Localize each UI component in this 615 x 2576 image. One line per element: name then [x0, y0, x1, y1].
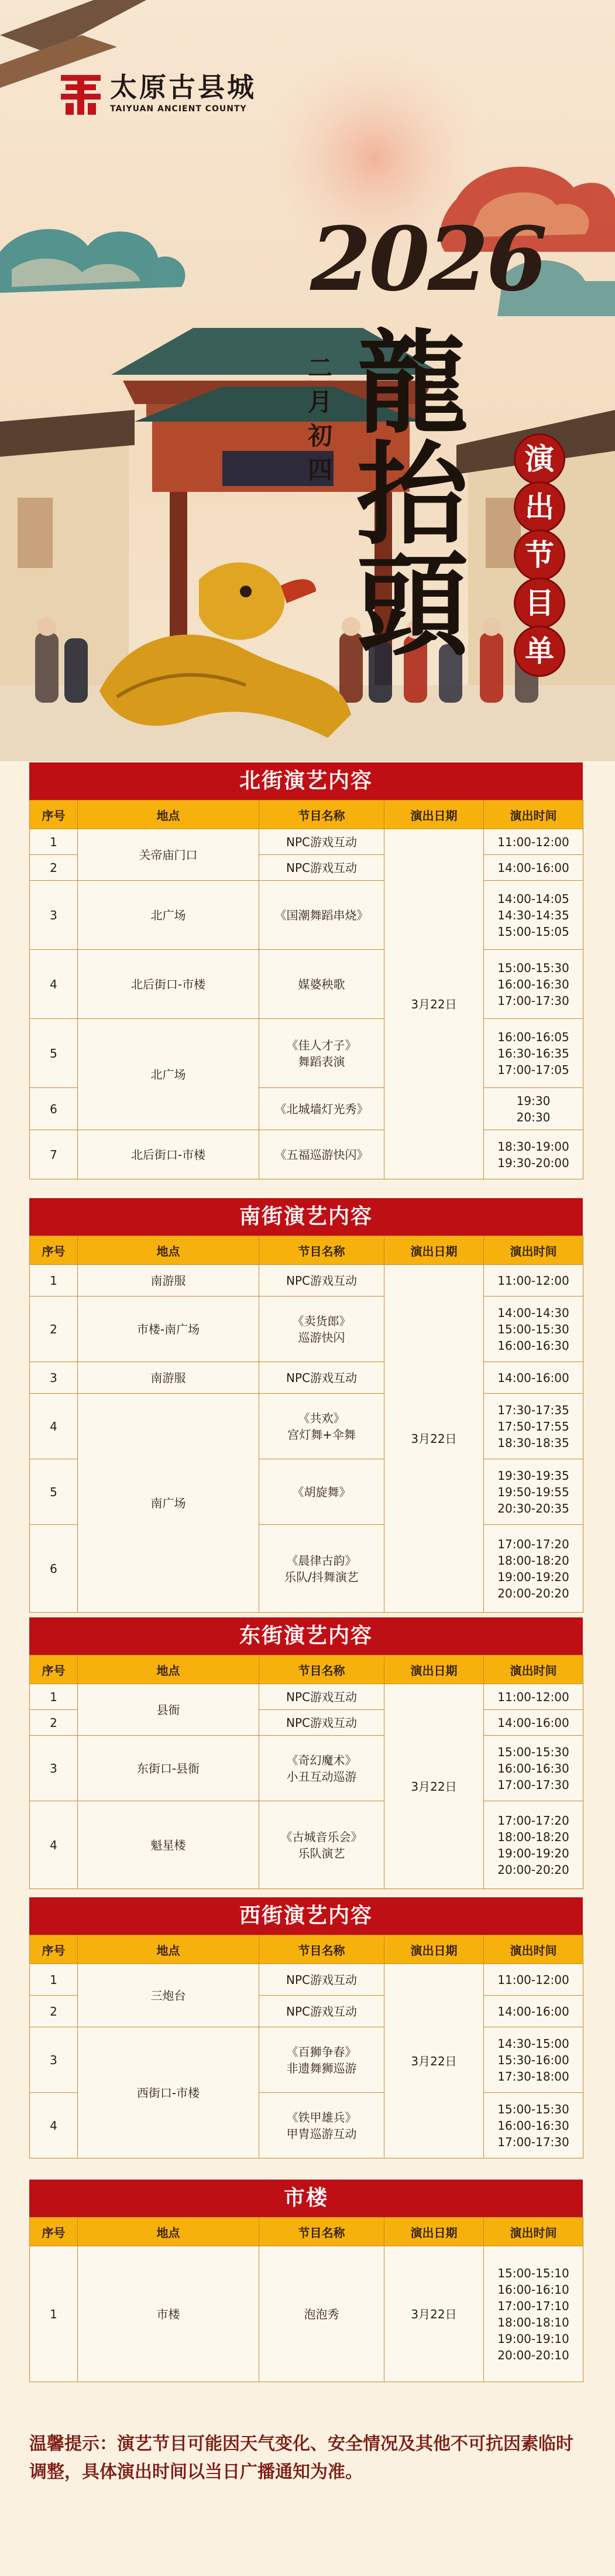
date-char: 二 [307, 354, 332, 382]
row-no: 5 [30, 1459, 78, 1525]
row-program: 《晨律古韵》 乐队/抖舞演艺 [259, 1525, 384, 1613]
row-program: 媒婆秧歌 [259, 950, 384, 1019]
section-title: 北街演艺内容 [29, 762, 583, 800]
title-char: 龍 [356, 318, 468, 449]
row-location: 北广场 [78, 1019, 259, 1130]
row-no: 4 [30, 1394, 78, 1459]
row-program: NPC游戏互动 [259, 1996, 384, 2027]
row-no: 1 [30, 2246, 78, 2382]
brand-name-en: TAIYUAN ANCIENT COUNTY [110, 104, 247, 114]
event-title-vertical [351, 318, 474, 671]
row-location: 南广场 [78, 1394, 259, 1613]
event-date-vertical [300, 351, 341, 487]
row-program: NPC游戏互动 [259, 1362, 384, 1394]
row-time: 19:30 20:30 [484, 1088, 583, 1130]
east-street-section [29, 1617, 583, 1889]
schedule-table [29, 1236, 583, 1613]
north-street-section [29, 762, 583, 1179]
table-row [30, 1296, 583, 1362]
section-title: 西街演艺内容 [29, 1897, 583, 1935]
row-location: 市楼-南广场 [78, 1296, 259, 1362]
schedule-table [29, 2217, 583, 2382]
row-program: 《胡旋舞》 [259, 1459, 384, 1525]
table-row [30, 1362, 583, 1394]
row-program: 《卖货郎》 巡游快闪 [259, 1296, 384, 1362]
row-time: 19:30-19:35 19:50-19:55 20:30-20:35 [484, 1459, 583, 1525]
badge-char: 单 [514, 625, 565, 677]
row-no: 2 [30, 1296, 78, 1362]
col-header-program: 节目名称 [259, 1655, 384, 1684]
col-header-location: 地点 [78, 1236, 259, 1265]
col-header-time: 演出时间 [484, 2218, 583, 2246]
row-location: 东街口-县衙 [78, 1736, 259, 1801]
col-header-no: 序号 [30, 1655, 78, 1684]
table-header-row [30, 1935, 583, 1964]
row-time: 14:00-16:00 [484, 1362, 583, 1394]
col-header-location: 地点 [78, 1935, 259, 1964]
row-program: NPC游戏互动 [259, 1265, 384, 1296]
col-header-time: 演出时间 [484, 1935, 583, 1964]
row-no: 3 [30, 1362, 78, 1394]
row-no: 3 [30, 2027, 78, 2093]
brand-logo [57, 70, 256, 117]
row-program: 《百狮争春》 非遗舞狮巡游 [259, 2027, 384, 2093]
date-char: 四 [307, 456, 332, 484]
badge-char: 演 [514, 433, 565, 485]
city-tower-section [29, 2180, 583, 2382]
table-row [30, 1394, 583, 1459]
row-program: 泡泡秀 [259, 2246, 384, 2382]
schedule-table [29, 1935, 583, 2158]
table-row [30, 1684, 583, 1710]
date-char: 初 [307, 422, 332, 450]
row-program: NPC游戏互动 [259, 855, 384, 881]
event-year: 2026 [310, 208, 545, 311]
row-program: 《铁甲雄兵》 甲胄巡游互动 [259, 2093, 384, 2158]
row-time: 17:30-17:35 17:50-17:55 18:30-18:35 [484, 1394, 583, 1459]
row-program: NPC游戏互动 [259, 1710, 384, 1736]
col-header-program: 节目名称 [259, 800, 384, 829]
row-no: 1 [30, 1964, 78, 1996]
row-program: 《奇幻魔术》 小丑互动巡游 [259, 1736, 384, 1801]
row-no: 2 [30, 855, 78, 881]
col-header-time: 演出时间 [484, 1236, 583, 1265]
row-location: 西街口-市楼 [78, 2027, 259, 2158]
row-location: 南游服 [78, 1362, 259, 1394]
row-time: 11:00-12:00 [484, 1964, 583, 1996]
row-time: 14:00-14:30 15:00-15:30 16:00-16:30 [484, 1296, 583, 1362]
section-title: 市楼 [29, 2180, 583, 2217]
badge-char: 出 [514, 481, 565, 533]
col-header-time: 演出时间 [484, 800, 583, 829]
col-header-no: 序号 [30, 1935, 78, 1964]
col-header-date: 演出日期 [384, 1935, 484, 1964]
col-header-location: 地点 [78, 800, 259, 829]
col-header-location: 地点 [78, 2218, 259, 2246]
row-time: 15:00-15:30 16:00-16:30 17:00-17:30 [484, 950, 583, 1019]
row-time: 17:00-17:20 18:00-18:20 19:00-19:20 20:00-20:20 [484, 1525, 583, 1613]
table-row [30, 2027, 583, 2093]
row-no: 3 [30, 881, 78, 950]
row-no: 2 [30, 1710, 78, 1736]
row-location: 魁星楼 [78, 1801, 259, 1889]
notice-text: 温馨提示：演艺节目可能因天气变化、安全情况及其他不可抗因素临时调整，具体演出时间以当日广播通知为准。 [29, 2434, 573, 2482]
row-location: 县衙 [78, 1684, 259, 1736]
table-header-row [30, 1655, 583, 1684]
badge-char: 目 [514, 577, 565, 629]
row-program: NPC游戏互动 [259, 1684, 384, 1710]
table-header-row [30, 800, 583, 829]
row-date: 3月22日 [384, 1265, 484, 1613]
col-header-location: 地点 [78, 1655, 259, 1684]
row-time: 14:00-14:05 14:30-14:35 15:00-15:05 [484, 881, 583, 950]
row-time: 14:00-16:00 [484, 855, 583, 881]
col-header-date: 演出日期 [384, 1655, 484, 1684]
table-row [30, 2246, 583, 2382]
table-row [30, 1265, 583, 1296]
col-header-no: 序号 [30, 800, 78, 829]
row-time: 11:00-12:00 [484, 829, 583, 855]
row-no: 5 [30, 1019, 78, 1088]
title-char: 頭 [356, 540, 468, 671]
row-location: 南游服 [78, 1265, 259, 1296]
brand-mark-icon [57, 70, 104, 117]
col-header-time: 演出时间 [484, 1655, 583, 1684]
row-location: 市楼 [78, 2246, 259, 2382]
table-row [30, 1964, 583, 1996]
west-street-section [29, 1897, 583, 2158]
row-date: 3月22日 [384, 1684, 484, 1889]
table-row [30, 1019, 583, 1088]
row-no: 1 [30, 1684, 78, 1710]
schedule-table [29, 800, 583, 1179]
row-program: 《国潮舞蹈串烧》 [259, 881, 384, 950]
row-time: 11:00-12:00 [484, 1265, 583, 1296]
table-header-row [30, 1236, 583, 1265]
title-char: 抬 [356, 429, 468, 560]
row-no: 6 [30, 1088, 78, 1130]
row-date: 3月22日 [384, 2246, 484, 2382]
row-no: 6 [30, 1525, 78, 1613]
col-header-date: 演出日期 [384, 800, 484, 829]
row-program: 《北城墙灯光秀》 [259, 1088, 384, 1130]
row-location: 北广场 [78, 881, 259, 950]
row-time: 11:00-12:00 [484, 1684, 583, 1710]
brand-name: 太原古县城 [110, 71, 256, 103]
row-no: 7 [30, 1130, 78, 1179]
row-location: 三炮台 [78, 1964, 259, 2027]
table-row [30, 1736, 583, 1801]
south-street-section [29, 1198, 583, 1613]
hero-banner [0, 0, 615, 761]
row-location: 关帝庙门口 [78, 829, 259, 881]
row-no: 4 [30, 950, 78, 1019]
col-header-program: 节目名称 [259, 2218, 384, 2246]
row-time: 15:00-15:30 16:00-16:30 17:00-17:30 [484, 2093, 583, 2158]
row-program: 《五福巡游快闪》 [259, 1130, 384, 1179]
row-time: 14:00-16:00 [484, 1996, 583, 2027]
row-no: 2 [30, 1996, 78, 2027]
table-row [30, 950, 583, 1019]
row-date: 3月22日 [384, 1964, 484, 2158]
section-title: 南街演艺内容 [29, 1198, 583, 1236]
table-row [30, 829, 583, 855]
row-date: 3月22日 [384, 829, 484, 1179]
section-title: 东街演艺内容 [29, 1617, 583, 1655]
row-time: 16:00-16:05 16:30-16:35 17:00-17:05 [484, 1019, 583, 1088]
row-no: 1 [30, 829, 78, 855]
row-time: 14:00-16:00 [484, 1710, 583, 1736]
row-program: 《共欢》 宫灯舞+伞舞 [259, 1394, 384, 1459]
row-time: 15:00-15:30 16:00-16:30 17:00-17:30 [484, 1736, 583, 1801]
badge-char: 节 [514, 529, 565, 581]
row-no: 1 [30, 1265, 78, 1296]
row-no: 4 [30, 2093, 78, 2158]
table-row [30, 881, 583, 950]
program-badge [514, 433, 562, 668]
col-header-date: 演出日期 [384, 1236, 484, 1265]
col-header-no: 序号 [30, 2218, 78, 2246]
row-time: 14:30-15:00 15:30-16:00 17:30-18:00 [484, 2027, 583, 2093]
row-time: 18:30-19:00 19:30-20:00 [484, 1130, 583, 1179]
row-program: NPC游戏互动 [259, 1964, 384, 1996]
col-header-date: 演出日期 [384, 2218, 484, 2246]
col-header-program: 节目名称 [259, 1935, 384, 1964]
col-header-program: 节目名称 [259, 1236, 384, 1265]
row-program: 《古城音乐会》 乐队演艺 [259, 1801, 384, 1889]
row-no: 3 [30, 1736, 78, 1801]
schedule-table [29, 1655, 583, 1889]
table-row [30, 1801, 583, 1889]
table-row [30, 1130, 583, 1179]
date-char: 月 [307, 388, 332, 416]
row-program: 《佳人才子》 舞蹈表演 [259, 1019, 384, 1088]
table-header-row [30, 2218, 583, 2246]
row-location: 北后街口-市楼 [78, 950, 259, 1019]
row-program: NPC游戏互动 [259, 829, 384, 855]
row-time: 15:00-15:10 16:00-16:10 17:00-17:10 18:00-18:10 19:00-19:10 20:00-20:10 [484, 2246, 583, 2382]
col-header-no: 序号 [30, 1236, 78, 1265]
row-time: 17:00-17:20 18:00-18:20 19:00-19:20 20:00-20:20 [484, 1801, 583, 1889]
row-no: 4 [30, 1801, 78, 1889]
row-location: 北后街口-市楼 [78, 1130, 259, 1179]
